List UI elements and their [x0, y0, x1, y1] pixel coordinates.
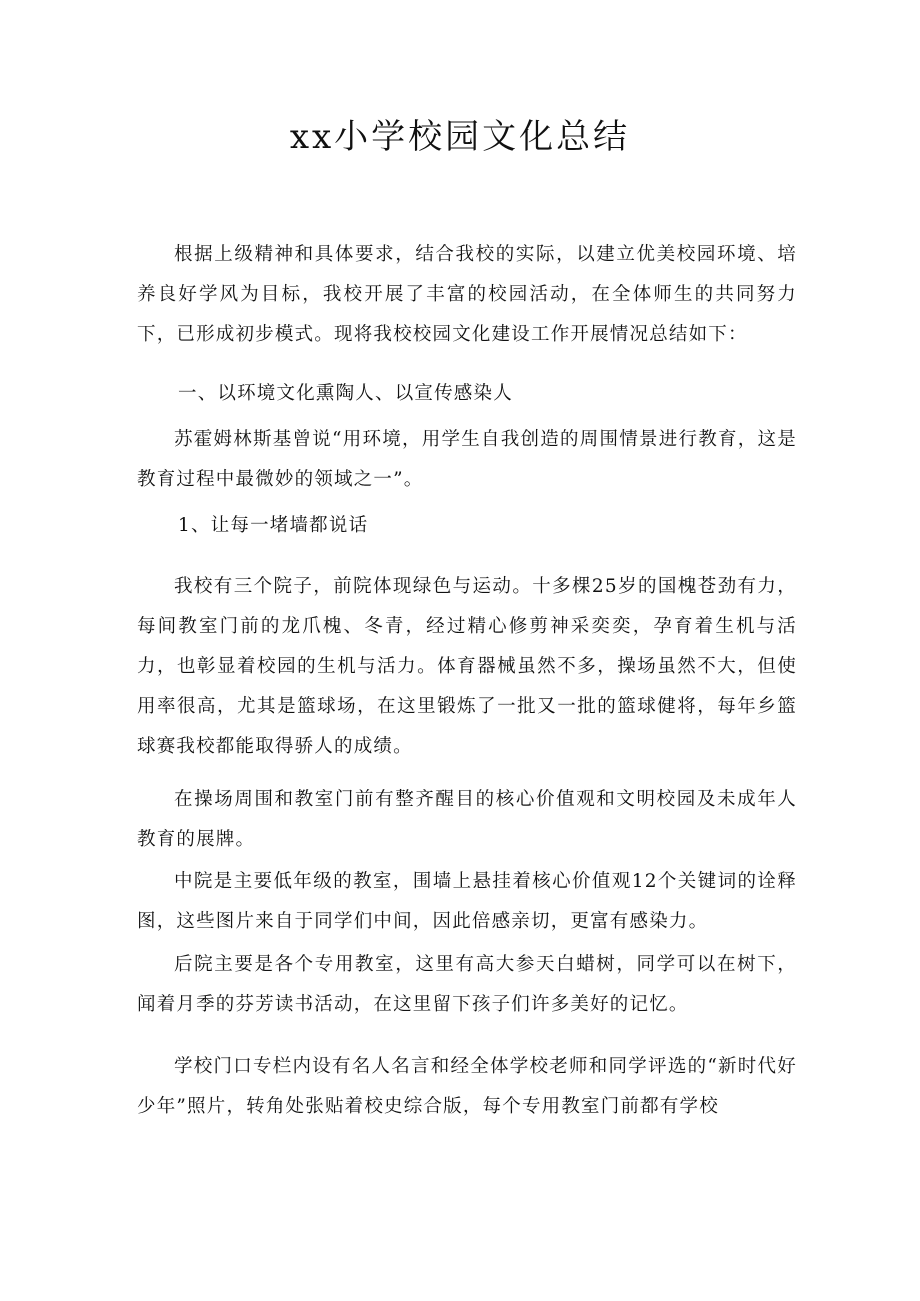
intro-paragraph: 根据上级精神和具体要求，结合我校的实际，以建立优美校园环境、培养良好学风为目标，我校开展了丰富的校园活动，在全体师生的共同努力下，已形成初步模式。现将我校校园文化建设工作开展情况总结如下：	[137, 244, 797, 345]
school-gate-paragraph: 学校门口专栏内设有名人名言和经全体学校老师和同学评选的“新时代好少年”照片，转角处张贴着校史综合版，每个专用教室门前都有学校	[137, 1056, 797, 1117]
boards-paragraph: 在操场周围和教室门前有整齐醒目的核心价值观和文明校园及未成年人教育的展牌。	[137, 789, 797, 850]
quote-paragraph: 苏霍姆林斯基曾说“用环境，用学生自我创造的周围情景进行教育，这是教育过程中最微妙的领域之一”。	[137, 429, 797, 490]
back-yard-paragraph: 后院主要是各个专用教室，这里有高大参天白蜡树，同学可以在树下，闻着月季的芬芳读书活动，在这里留下孩子们许多美好的记忆。	[137, 954, 797, 1015]
subsection-heading-1: 1、让每一堵墙都说话	[178, 515, 369, 536]
yards-paragraph: 我校有三个院子，前院体现绿色与运动。十多棵25岁的国槐苍劲有力，每间教室门前的龙爪槐、冬青，经过精心修剪神采奕奕，孕育着生机与活力，也彰显着校园的生机与活力。体育器械虽然不多，操场虽然不大，但使用率很高，尤其是篮球场，在这里锻炼了一批又一批的篮球健将，每年乡篮球赛我校都能取得骄人的成绩。	[137, 576, 797, 757]
middle-yard-paragraph: 中院是主要低年级的教室，围墙上悬挂着核心价值观12个关键词的诠释图，这些图片来自于同学们中间，因此倍感亲切，更富有感染力。	[137, 871, 797, 932]
document-title: xx小学校园文化总结	[289, 117, 631, 157]
section-heading-1: 一、以环境文化熏陶人、以宣传感染人	[178, 383, 513, 404]
